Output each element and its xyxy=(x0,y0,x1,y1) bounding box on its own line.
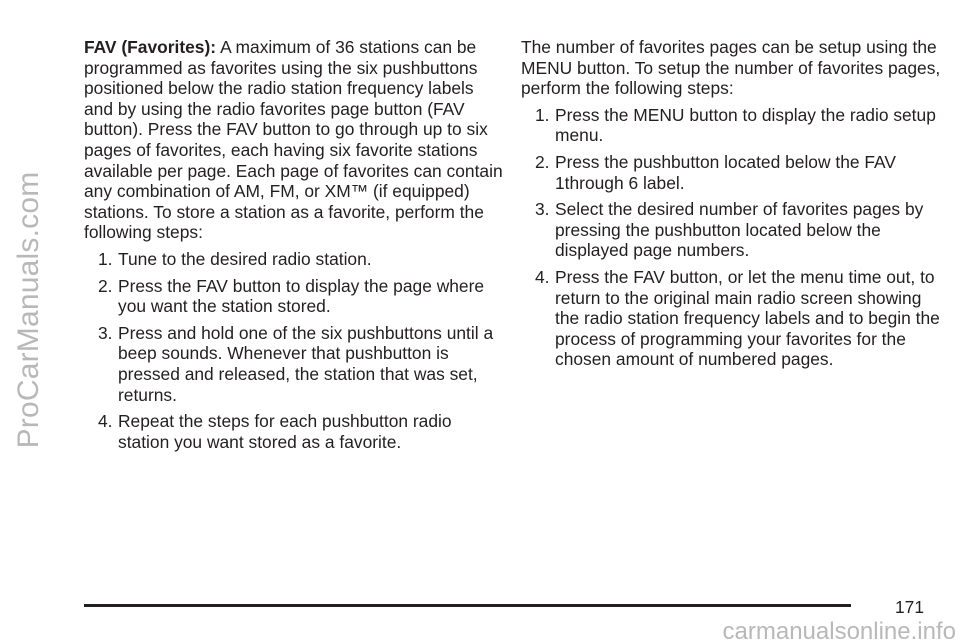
step-number: 3. xyxy=(535,199,550,220)
side-watermark-text: ProCarManuals.com xyxy=(12,171,45,449)
step-number: 1. xyxy=(535,104,550,125)
step-number: 2. xyxy=(98,275,113,296)
favorites-intro-paragraph xyxy=(84,37,504,243)
footer-watermark xyxy=(0,620,960,640)
side-watermark xyxy=(6,20,52,600)
step-text: Tune to the desired radio station. xyxy=(118,248,372,269)
step-number: 1. xyxy=(98,248,113,269)
left-column xyxy=(84,37,504,458)
list-item xyxy=(84,323,504,405)
step-text: Press the pushbutton located below the FAV 1through 6 label. xyxy=(555,151,896,193)
list-item xyxy=(521,199,941,261)
list-item xyxy=(84,411,504,452)
list-item xyxy=(521,105,941,146)
list-item xyxy=(84,276,504,317)
list-item xyxy=(521,152,941,193)
step-number: 3. xyxy=(98,322,113,343)
step-text: Press and hold one of the six pushbuttons until a beep sounds. Whenever that pushbutton is pressed and released, the station that was set, returns. xyxy=(118,322,494,405)
step-text: Press the FAV button, or let the menu time out, to return to the original main radio screen showing the radio station frequency labels and to begin the process of programming your favorites for the chosen amount of numbered pages. xyxy=(555,266,940,370)
favorites-intro-text: A maximum of 36 stations can be programmed as favorites using the six pushbuttons positioned below the radio station frequency labels and by using the radio favorites page button (FAV button). Press the FAV button to go through up to six pages of favorites, each having six favorite stations available per page. Each page of favorites can contain any combination of AM, FM, or XM™ (if equipped) stations. To store a station as a favorite, perform the following steps: xyxy=(84,37,503,243)
page-number: 171 xyxy=(895,597,925,617)
footer-divider xyxy=(84,604,851,607)
step-number: 4. xyxy=(98,411,113,432)
list-item xyxy=(84,249,504,270)
step-number: 4. xyxy=(535,266,550,287)
right-column xyxy=(521,37,941,376)
list-item xyxy=(521,267,941,370)
step-text: Select the desired number of favorites pages by pressing the pushbutton located below the displayed page numbers. xyxy=(555,199,924,261)
pages-setup-steps xyxy=(521,105,941,370)
step-text: Press the FAV button to display the page where you want the station stored. xyxy=(118,275,485,317)
store-favorite-steps xyxy=(84,249,504,452)
footer-watermark-text: carmanualsonline.info xyxy=(722,620,956,640)
step-number: 2. xyxy=(535,151,550,172)
pages-setup-intro-paragraph: The number of favorites pages can be setup using the MENU button. To setup the number of favorites pages, perform the following steps: xyxy=(521,37,941,99)
step-text: Press the MENU button to display the radio setup menu. xyxy=(555,104,936,146)
favorites-heading: FAV (Favorites): xyxy=(84,37,217,57)
step-text: Repeat the steps for each pushbutton radio station you want stored as a favorite. xyxy=(118,411,452,452)
